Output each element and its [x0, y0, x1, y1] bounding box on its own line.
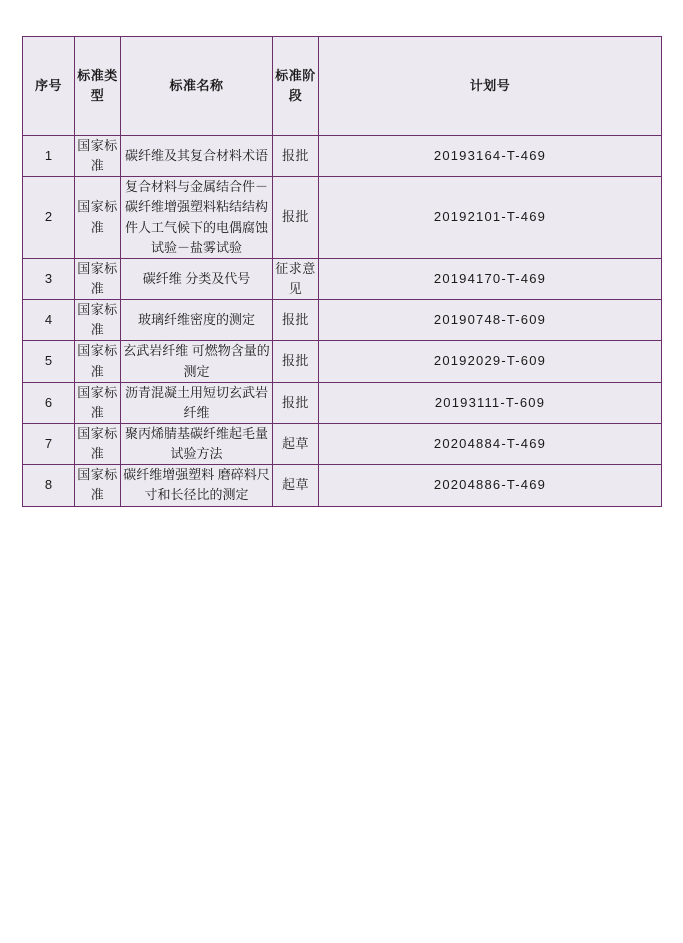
cell-plan: 20193164-T-469 — [319, 136, 662, 177]
table-header — [23, 37, 662, 136]
cell-type: 国家标准 — [75, 341, 121, 382]
table-row — [23, 177, 662, 259]
cell-seq: 3 — [23, 258, 75, 299]
table-row — [23, 341, 662, 382]
cell-stage: 报批 — [273, 300, 319, 341]
cell-seq: 2 — [23, 177, 75, 259]
cell-plan: 20204886-T-469 — [319, 465, 662, 506]
cell-stage: 起草 — [273, 423, 319, 464]
table-body — [23, 136, 662, 507]
column-header-plan: 计划号 — [319, 37, 662, 136]
cell-name: 碳纤维增强塑料 磨碎料尺寸和长径比的测定 — [121, 465, 273, 506]
cell-seq: 4 — [23, 300, 75, 341]
table-row — [23, 258, 662, 299]
table-row — [23, 465, 662, 506]
cell-name: 碳纤维及其复合材料术语 — [121, 136, 273, 177]
cell-name: 聚丙烯腈基碳纤维起毛量试验方法 — [121, 423, 273, 464]
cell-stage: 征求意见 — [273, 258, 319, 299]
cell-seq: 6 — [23, 382, 75, 423]
column-header-name: 标准名称 — [121, 37, 273, 136]
cell-name: 玄武岩纤维 可燃物含量的测定 — [121, 341, 273, 382]
table-row — [23, 300, 662, 341]
cell-stage: 报批 — [273, 382, 319, 423]
cell-stage: 报批 — [273, 136, 319, 177]
cell-stage: 起草 — [273, 465, 319, 506]
cell-plan: 20192101-T-469 — [319, 177, 662, 259]
cell-stage: 报批 — [273, 177, 319, 259]
cell-type: 国家标准 — [75, 382, 121, 423]
cell-plan: 20194170-T-469 — [319, 258, 662, 299]
cell-name: 玻璃纤维密度的测定 — [121, 300, 273, 341]
cell-plan: 20193111-T-609 — [319, 382, 662, 423]
header-row — [23, 37, 662, 136]
cell-plan: 20192029-T-609 — [319, 341, 662, 382]
cell-name: 沥青混凝土用短切玄武岩纤维 — [121, 382, 273, 423]
column-header-type: 标准类型 — [75, 37, 121, 136]
cell-type: 国家标准 — [75, 465, 121, 506]
cell-plan: 20204884-T-469 — [319, 423, 662, 464]
cell-type: 国家标准 — [75, 423, 121, 464]
cell-type: 国家标准 — [75, 300, 121, 341]
cell-stage: 报批 — [273, 341, 319, 382]
table-row — [23, 136, 662, 177]
standards-table — [22, 36, 662, 507]
cell-type: 国家标准 — [75, 258, 121, 299]
table-row — [23, 382, 662, 423]
table-row — [23, 423, 662, 464]
column-header-seq: 序号 — [23, 37, 75, 136]
column-header-stage: 标准阶段 — [273, 37, 319, 136]
cell-plan: 20190748-T-609 — [319, 300, 662, 341]
cell-seq: 8 — [23, 465, 75, 506]
cell-seq: 7 — [23, 423, 75, 464]
cell-type: 国家标准 — [75, 136, 121, 177]
cell-name: 碳纤维 分类及代号 — [121, 258, 273, 299]
cell-type: 国家标准 — [75, 177, 121, 259]
cell-seq: 1 — [23, 136, 75, 177]
cell-name: 复合材料与金属结合件－碳纤维增强塑料粘结结构件人工气候下的电偶腐蚀试验－盐雾试验 — [121, 177, 273, 259]
cell-seq: 5 — [23, 341, 75, 382]
